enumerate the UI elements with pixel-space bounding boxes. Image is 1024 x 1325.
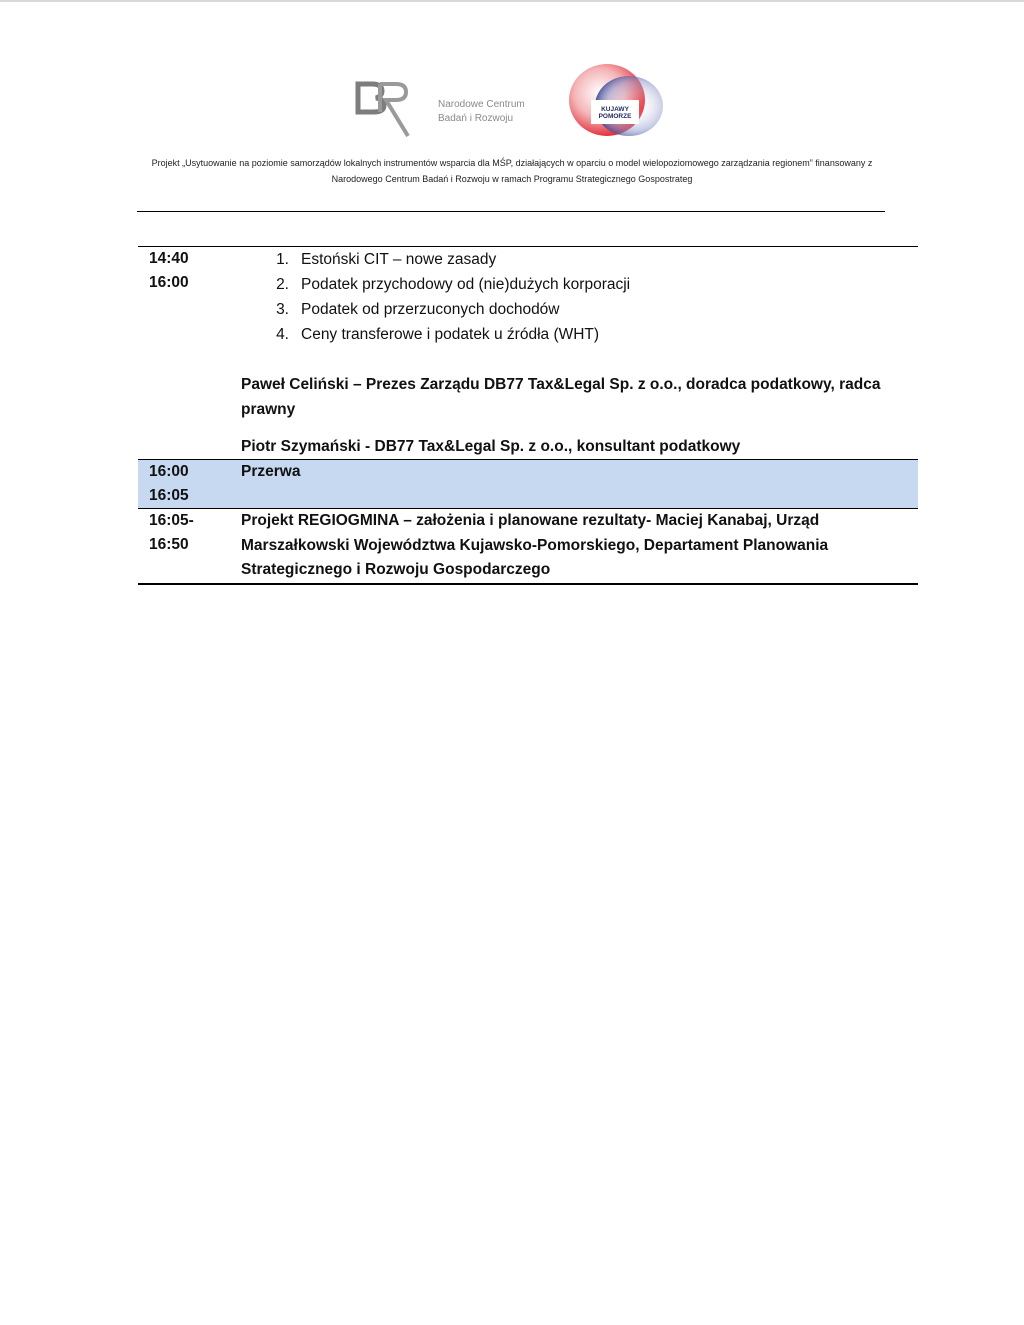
top-border	[0, 0, 1024, 2]
time-end: 16:50	[149, 536, 189, 553]
kp-line1: KUJAWY	[601, 106, 629, 113]
session-content	[241, 509, 918, 583]
time-cell	[138, 460, 241, 508]
list-item: 2. Podatek przychodowy od (nie)dużych korporacji	[276, 276, 631, 293]
kujawy-pomorze-logo-icon	[563, 60, 667, 146]
agenda-row-regiogmina	[138, 508, 918, 585]
list-item: 3. Podatek od przerzuconych dochodów	[276, 301, 560, 318]
topic-list	[241, 247, 908, 347]
ncbr-line2: Badań i Rozwoju	[438, 113, 514, 124]
br-monogram-icon	[352, 78, 432, 148]
list-item: 4. Ceny transferowe i podatek u źródła (WHT)	[276, 326, 600, 343]
project-note: Projekt „Usytuowanie na poziomie samorządów lokalnych instrumentów wsparcia dla MŚP, działających w oparciu o model wielopoziomowego zarządzania regionem” finansowany z Narodowego Centrum Badań i Rozwoju w ramach Programu Strategicznego Gospostrateg	[151, 158, 873, 184]
time-end: 16:05	[149, 487, 189, 504]
header-divider	[137, 211, 885, 212]
ncbr-logo-text	[438, 98, 525, 126]
kp-logo-text	[593, 106, 637, 120]
time-cell	[138, 247, 241, 459]
session-content	[241, 460, 918, 508]
speaker-celinski: Paweł Celiński – Prezes Zarządu DB77 Tax&Legal Sp. z o.o., doradca podatkowy, radca prawny	[241, 376, 881, 418]
break-title: Przerwa	[241, 463, 301, 480]
agenda-row-break	[138, 459, 918, 508]
ncbr-logo	[352, 78, 552, 148]
kp-line2: POMORZE	[598, 113, 632, 120]
ncbr-line1: Narodowe Centrum	[438, 99, 525, 110]
time-end: 16:00	[149, 274, 189, 291]
regiogmina-title: Projekt REGIOGMINA – założenia i planowane rezultaty- Maciej Kanabaj, Urząd Marszałkowski Województwa Kujawsko-Pomorskiego, Departament Planowania Strategicznego i Rozwoju Gospodarczego	[241, 512, 829, 578]
list-item: 1. Estoński CIT – nowe zasady	[276, 251, 497, 268]
speaker-szymanski: Piotr Szymański - DB77 Tax&Legal Sp. z o.o., konsultant podatkowy	[241, 438, 741, 455]
agenda-table	[138, 246, 918, 585]
time-start: 16:05-	[149, 512, 194, 529]
time-cell	[138, 509, 241, 583]
kujawy-pomorze-logo	[563, 60, 667, 146]
time-start: 14:40	[149, 250, 189, 267]
session-content	[241, 247, 918, 459]
agenda-row-tax	[138, 246, 918, 459]
time-start: 16:00	[149, 463, 189, 480]
